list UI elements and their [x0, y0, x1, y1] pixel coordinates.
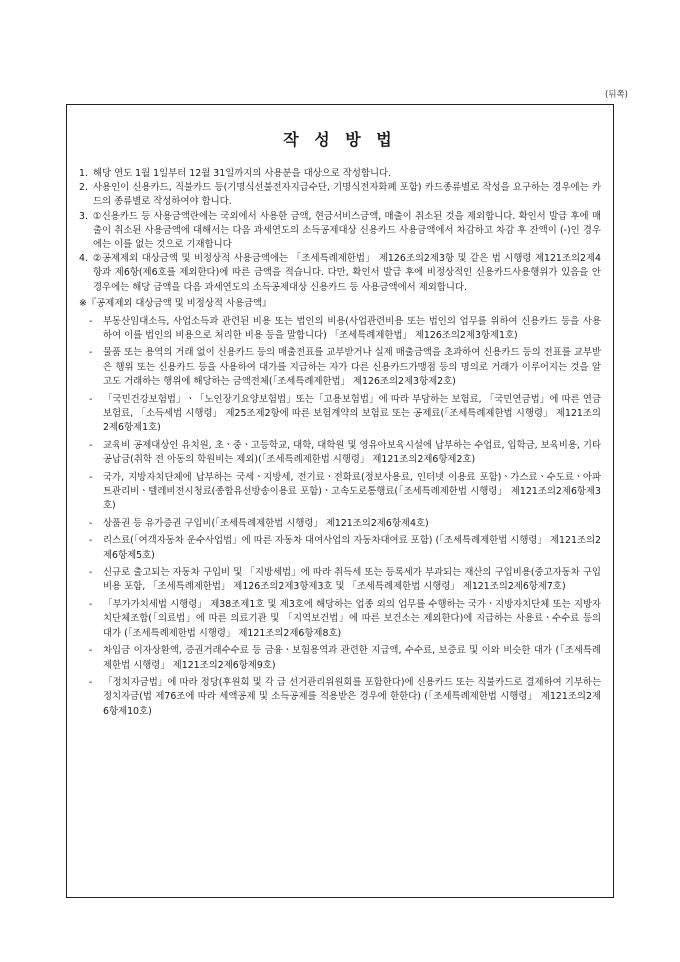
note-entry	[79, 534, 601, 562]
bullet-dash: -	[89, 535, 93, 547]
instruction-item	[79, 167, 601, 181]
note-entry-text: 물품 또는 용역의 거래 없이 신용카드 등의 매출전표를 교부받거나 실제 매출금액을 초과하여 신용카드 등의 전표를 교부받은 행위 또는 신용카드 등을 사용하여 대가를 지급하는 자가 다른 신용카드가맹점 등의 명의로 거래가 이루어지는 것을 알고도 거래하는 행위에 해당하는 금액전체(「조세특례제한법」 제126조의2제3항제2호)	[103, 347, 601, 387]
bullet-dash: -	[89, 347, 93, 359]
bullet-dash: -	[89, 393, 93, 405]
bullet-dash: -	[89, 677, 93, 689]
item-number: 4.	[79, 253, 88, 265]
back-side-label: (뒤쪽)	[604, 90, 628, 100]
instruction-item	[79, 252, 601, 295]
note-entry-text: 「부가가치세법 시행령」 제38조제1호 및 제3호에 해당하는 업종 외의 업무를 수행하는 국가ㆍ지방자치단체 또는 지방자치단체조합(「의료법」에 따른 의료기관 및 「지역보건법」에 따른 보건소는 제외한다)에 지급하는 사용료ㆍ수수료 등의 대가 (「조세특례제한법 시행령」 제121조의2제6항제8호)	[103, 599, 601, 639]
bullet-dash: -	[89, 599, 93, 611]
item-number: 1.	[79, 168, 88, 179]
note-entry-text: 리스료(「여객자동차 운수사업법」에 따른 자동차 대여사업의 자동차대여료 포함) (「조세특례제한법 시행령」 제121조의2제6항제5호)	[103, 535, 601, 561]
bullet-dash: -	[89, 645, 93, 657]
note-entry	[79, 346, 601, 389]
instructions-frame	[66, 104, 614, 898]
note-entry-text: 상품권 등 유가증권 구입비(「조세특례제한법 시행령」 제121조의2제6항제4호)	[103, 517, 429, 529]
note-entry-text: 국가, 지방자치단체에 납부하는 국세ㆍ지방세, 전기료ㆍ전화료(정보사용료, 인터넷 이용료 포함)ㆍ가스료ㆍ수도료ㆍ아파트관리비ㆍ텔레비전시청료(종합유선방송이용료 포함)ㆍ고속도로통행료(「조세특례제한법 시행령」 제121조의2제6항제3호)	[103, 471, 601, 511]
item-number: 2.	[79, 182, 88, 194]
page-title: 작 성 방 법	[283, 130, 397, 149]
note-entry	[79, 439, 601, 467]
bullet-dash: -	[89, 567, 93, 579]
note-entry-text: 신규로 출고되는 자동차 구입비 및 「지방세법」에 따라 취득세 또는 등록세가 부과되는 재산의 구입비용(중고자동차 구입비용 포함, 「조세특례제한법」 제126조의2제3항제3호 및 「조세특례제한법 시행령」 제121조의2제6항제7호)	[103, 567, 601, 593]
item-number: 3.	[79, 210, 88, 222]
note-entry	[79, 644, 601, 672]
note-entry	[79, 471, 601, 514]
note-entry-text: 「정치자금법」에 따라 정당(후원회 및 각 급 선거관리위원회를 포함한다)에 신용카드 또는 직불카드로 결제하여 기부하는 정치자금(법 제76조에 따라 세액공제 및 소득공제를 적용받은 경우에 한한다) (「조세특례제한법 시행령」 제121조의2제6항제10호)	[103, 677, 601, 717]
note-entry	[79, 315, 601, 343]
item-text: ①신용카드 등 사용금액란에는 국외에서 사용한 금액, 현금서비스금액, 매출이 취소된 것을 제외합니다. 확인서 발급 후에 매출이 취소된 사용금액에 대해서는 다음 과세연도의 소득공제대상 신용카드 사용금액에서 차감하고 차감 후 잔액이 (-)인 경우에는 이를 없는 것으로 기재합니다	[93, 210, 601, 251]
instruction-item	[79, 181, 601, 209]
note-entry-text: 부동산임대소득, 사업소득과 관련된 비용 또는 법인의 비용(사업관련비용 또는 법인의 업무를 위하여 신용카드 등을 사용하여 이를 법인의 비용으로 처리한 비용 등을 말합니다) 「조세특례제한법」 제126조의2제3항제1호)	[103, 315, 601, 341]
note-entry-text: 차입금 이자상환액, 증권거래수수료 등 금융ㆍ보험용역과 관련한 지급액, 수수료, 보증료 및 이와 비슷한 대가 (「조세특례제한법 시행령」 제121조의2제6항제9호)	[103, 645, 601, 671]
note-entry	[79, 566, 601, 594]
note-entry-text: 교육비 공제대상인 유치원, 초ㆍ중ㆍ고등학교, 대학, 대학원 및 영유아보육시설에 납부하는 수업료, 입학금, 보육비용, 기타 공납금(취학 전 아동의 학원비는 제외)(「조세특례제한법 시행령」 제121조의2제6항제2호)	[103, 439, 601, 465]
note-entry	[79, 393, 601, 436]
note-entry	[79, 517, 601, 531]
note-entry	[79, 598, 601, 641]
instructions-body	[79, 167, 601, 719]
instruction-item	[79, 210, 601, 253]
item-text: 사용인이 신용카드, 직불카드 등(기명식선불전자지급수단, 기명식전자화폐 포함) 카드종류별로 작성을 요구하는 경우에는 카드의 종류별로 작성하여야 합니다.	[93, 182, 601, 208]
note-entry	[79, 676, 601, 719]
note-entry-text: 「국민건강보험법」ㆍ「노인장기요양보험법」또는「고용보험법」에 따라 부담하는 보험료, 「국민연금법」에 따른 연금보험료, 「소득세법 시행령」 제25조제2항에 따른 보험계약의 보험료 또는 공제료(「조세특례제한법 시행령」 제121조의2제6항제1호)	[103, 393, 601, 433]
item-text: ②공제제외 대상금액 및 비정상적 사용금액에는 「조세특례제한법」 제126조의2제3항 및 같은 법 시행령 제121조의2제4항과 제6항(제6호를 제외한다)에 따른 금액을 적습니다. 다만, 확인서 발급 후에 비정상적인 신용카드사용행위가 있음을 안 경우에는 해당 금액을 다음 과세연도의 소득공제대상 신용카드 등 사용금액에서 제외합니다.	[93, 253, 601, 293]
item-text: 해당 연도 1월 1일부터 12월 31일까지의 사용분을 대상으로 작성합니다.	[93, 168, 392, 179]
bullet-dash: -	[89, 315, 93, 327]
bullet-dash: -	[89, 439, 93, 451]
bullet-dash: -	[89, 471, 93, 483]
bullet-dash: -	[89, 517, 93, 529]
note-heading: ※『공제제외 대상금액 및 비정상적 사용금액』	[79, 297, 272, 309]
